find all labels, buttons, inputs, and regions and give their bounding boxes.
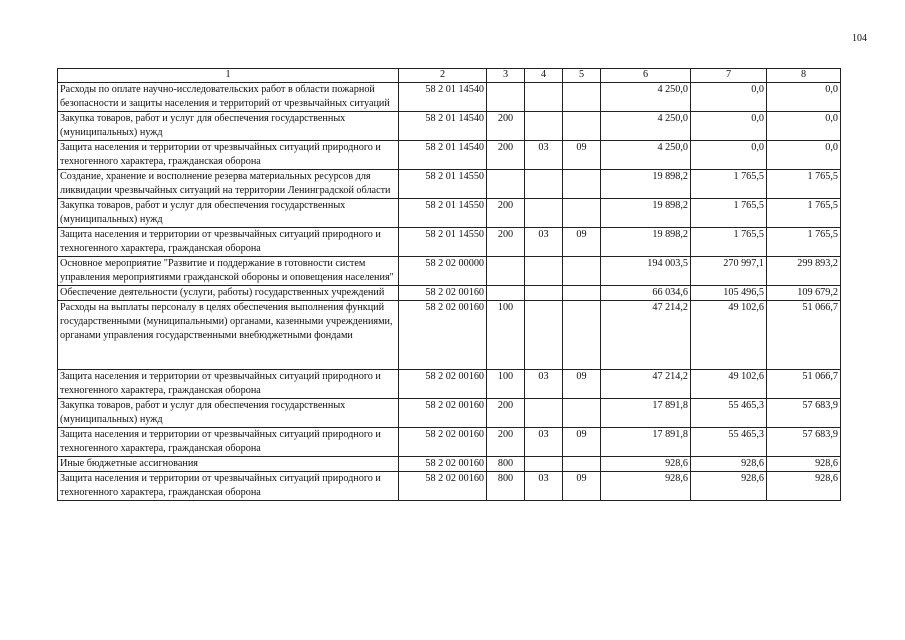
section-cell	[525, 457, 563, 472]
expense-type-cell	[487, 257, 525, 286]
expense-type-cell: 100	[487, 370, 525, 399]
section-cell	[525, 257, 563, 286]
expense-name-cell: Закупка товаров, работ и услуг для обеспечения государственных (муниципальных) нужд	[58, 199, 399, 228]
expense-name-cell: Защита населения и территории от чрезвычайных ситуаций природного и техногенного характера, гражданская оборона	[58, 428, 399, 457]
expense-type-cell: 200	[487, 428, 525, 457]
expense-name-cell: Основное мероприятие "Развитие и поддержание в готовности систем управления мероприятиями гражданской обороны и оповещения населения"	[58, 257, 399, 286]
amount-year2-cell: 49 102,6	[691, 370, 767, 399]
section-cell	[525, 301, 563, 370]
amount-year2-cell: 928,6	[691, 457, 767, 472]
expense-type-cell	[487, 83, 525, 112]
amount-year2-cell: 928,6	[691, 472, 767, 501]
header-col-4: 4	[525, 69, 563, 83]
subsection-cell	[563, 170, 601, 199]
expense-name-cell: Защита населения и территории от чрезвычайных ситуаций природного и техногенного характера, гражданская оборона	[58, 228, 399, 257]
subsection-cell	[563, 257, 601, 286]
amount-year3-cell: 57 683,9	[767, 399, 841, 428]
header-col-3: 3	[487, 69, 525, 83]
amount-year3-cell: 0,0	[767, 112, 841, 141]
amount-year3-cell: 0,0	[767, 83, 841, 112]
section-cell: 03	[525, 141, 563, 170]
amount-year1-cell: 17 891,8	[601, 399, 691, 428]
table-row	[58, 257, 841, 286]
table-row	[58, 170, 841, 199]
amount-year1-cell: 4 250,0	[601, 112, 691, 141]
amount-year3-cell: 0,0	[767, 141, 841, 170]
subsection-cell: 09	[563, 472, 601, 501]
amount-year3-cell: 109 679,2	[767, 286, 841, 301]
expense-name-cell: Закупка товаров, работ и услуг для обеспечения государственных (муниципальных) нужд	[58, 399, 399, 428]
budget-table	[57, 68, 841, 501]
target-article-cell: 58 2 02 00160	[399, 428, 487, 457]
amount-year2-cell: 105 496,5	[691, 286, 767, 301]
amount-year1-cell: 928,6	[601, 472, 691, 501]
subsection-cell	[563, 112, 601, 141]
table-header	[58, 69, 841, 83]
target-article-cell: 58 2 02 00160	[399, 370, 487, 399]
subsection-cell	[563, 83, 601, 112]
header-row	[58, 69, 841, 83]
table-row	[58, 399, 841, 428]
target-article-cell: 58 2 02 00160	[399, 301, 487, 370]
target-article-cell: 58 2 01 14540	[399, 83, 487, 112]
table-row	[58, 83, 841, 112]
amount-year2-cell: 55 465,3	[691, 399, 767, 428]
amount-year3-cell: 51 066,7	[767, 301, 841, 370]
table-row	[58, 472, 841, 501]
amount-year3-cell: 57 683,9	[767, 428, 841, 457]
amount-year2-cell: 1 765,5	[691, 170, 767, 199]
amount-year1-cell: 17 891,8	[601, 428, 691, 457]
amount-year3-cell: 1 765,5	[767, 170, 841, 199]
target-article-cell: 58 2 02 00160	[399, 399, 487, 428]
amount-year1-cell: 47 214,2	[601, 370, 691, 399]
page-number: 104	[852, 33, 867, 44]
amount-year3-cell: 1 765,5	[767, 228, 841, 257]
table-row	[58, 370, 841, 399]
section-cell	[525, 112, 563, 141]
table-row	[58, 286, 841, 301]
header-col-1: 1	[58, 69, 399, 83]
amount-year2-cell: 0,0	[691, 112, 767, 141]
target-article-cell: 58 2 02 00160	[399, 472, 487, 501]
table-row	[58, 199, 841, 228]
section-cell: 03	[525, 472, 563, 501]
amount-year2-cell: 49 102,6	[691, 301, 767, 370]
table-row	[58, 301, 841, 370]
header-col-7: 7	[691, 69, 767, 83]
amount-year1-cell: 19 898,2	[601, 199, 691, 228]
section-cell	[525, 170, 563, 199]
table-row	[58, 457, 841, 472]
expense-name-cell: Защита населения и территории от чрезвычайных ситуаций природного и техногенного характера, гражданская оборона	[58, 472, 399, 501]
amount-year2-cell: 1 765,5	[691, 228, 767, 257]
section-cell	[525, 83, 563, 112]
expense-type-cell: 200	[487, 199, 525, 228]
table-row	[58, 228, 841, 257]
amount-year3-cell: 1 765,5	[767, 199, 841, 228]
table-row	[58, 112, 841, 141]
section-cell: 03	[525, 428, 563, 457]
section-cell: 03	[525, 228, 563, 257]
section-cell	[525, 286, 563, 301]
expense-name-cell: Создание, хранение и восполнение резерва материальных ресурсов для ликвидации чрезвычайных ситуаций на территории Ленинградской области	[58, 170, 399, 199]
target-article-cell: 58 2 01 14550	[399, 170, 487, 199]
expense-type-cell: 200	[487, 141, 525, 170]
amount-year3-cell: 928,6	[767, 457, 841, 472]
expense-name-cell: Защита населения и территории от чрезвычайных ситуаций природного и техногенного характера, гражданская оборона	[58, 141, 399, 170]
expense-type-cell: 200	[487, 399, 525, 428]
amount-year1-cell: 47 214,2	[601, 301, 691, 370]
table-row	[58, 141, 841, 170]
amount-year2-cell: 0,0	[691, 141, 767, 170]
subsection-cell	[563, 301, 601, 370]
section-cell	[525, 399, 563, 428]
target-article-cell: 58 2 01 14540	[399, 112, 487, 141]
target-article-cell: 58 2 01 14550	[399, 199, 487, 228]
amount-year1-cell: 19 898,2	[601, 228, 691, 257]
subsection-cell	[563, 399, 601, 428]
section-cell: 03	[525, 370, 563, 399]
section-cell	[525, 199, 563, 228]
target-article-cell: 58 2 01 14550	[399, 228, 487, 257]
amount-year1-cell: 4 250,0	[601, 141, 691, 170]
target-article-cell: 58 2 01 14540	[399, 141, 487, 170]
amount-year1-cell: 4 250,0	[601, 83, 691, 112]
subsection-cell	[563, 199, 601, 228]
amount-year1-cell: 928,6	[601, 457, 691, 472]
subsection-cell: 09	[563, 370, 601, 399]
table-body	[58, 83, 841, 501]
amount-year2-cell: 1 765,5	[691, 199, 767, 228]
expense-name-cell: Защита населения и территории от чрезвычайных ситуаций природного и техногенного характера, гражданская оборона	[58, 370, 399, 399]
subsection-cell	[563, 286, 601, 301]
expense-type-cell: 200	[487, 228, 525, 257]
subsection-cell: 09	[563, 428, 601, 457]
amount-year1-cell: 66 034,6	[601, 286, 691, 301]
table-row	[58, 428, 841, 457]
target-article-cell: 58 2 02 00160	[399, 457, 487, 472]
expense-name-cell: Закупка товаров, работ и услуг для обеспечения государственных (муниципальных) нужд	[58, 112, 399, 141]
target-article-cell: 58 2 02 00160	[399, 286, 487, 301]
expense-type-cell	[487, 170, 525, 199]
amount-year2-cell: 0,0	[691, 83, 767, 112]
expense-type-cell: 100	[487, 301, 525, 370]
amount-year2-cell: 55 465,3	[691, 428, 767, 457]
header-col-8: 8	[767, 69, 841, 83]
expense-type-cell: 200	[487, 112, 525, 141]
subsection-cell: 09	[563, 228, 601, 257]
amount-year3-cell: 51 066,7	[767, 370, 841, 399]
subsection-cell: 09	[563, 141, 601, 170]
expense-name-cell: Иные бюджетные ассигнования	[58, 457, 399, 472]
amount-year3-cell: 928,6	[767, 472, 841, 501]
amount-year1-cell: 19 898,2	[601, 170, 691, 199]
expense-name-cell: Расходы на выплаты персоналу в целях обеспечения выполнения функций государственными (муниципальными) органами, казенными учреждениями, органами управления государственными внебюджетными фондами	[58, 301, 399, 370]
header-col-2: 2	[399, 69, 487, 83]
expense-type-cell	[487, 286, 525, 301]
amount-year2-cell: 270 997,1	[691, 257, 767, 286]
expense-type-cell: 800	[487, 472, 525, 501]
expense-name-cell: Расходы по оплате научно-исследовательских работ в области пожарной безопасности и защиты населения и территорий от чрезвычайных ситуаций	[58, 83, 399, 112]
subsection-cell	[563, 457, 601, 472]
header-col-6: 6	[601, 69, 691, 83]
expense-name-cell: Обеспечение деятельности (услуги, работы) государственных учреждений	[58, 286, 399, 301]
header-col-5: 5	[563, 69, 601, 83]
amount-year3-cell: 299 893,2	[767, 257, 841, 286]
amount-year1-cell: 194 003,5	[601, 257, 691, 286]
target-article-cell: 58 2 02 00000	[399, 257, 487, 286]
expense-type-cell: 800	[487, 457, 525, 472]
